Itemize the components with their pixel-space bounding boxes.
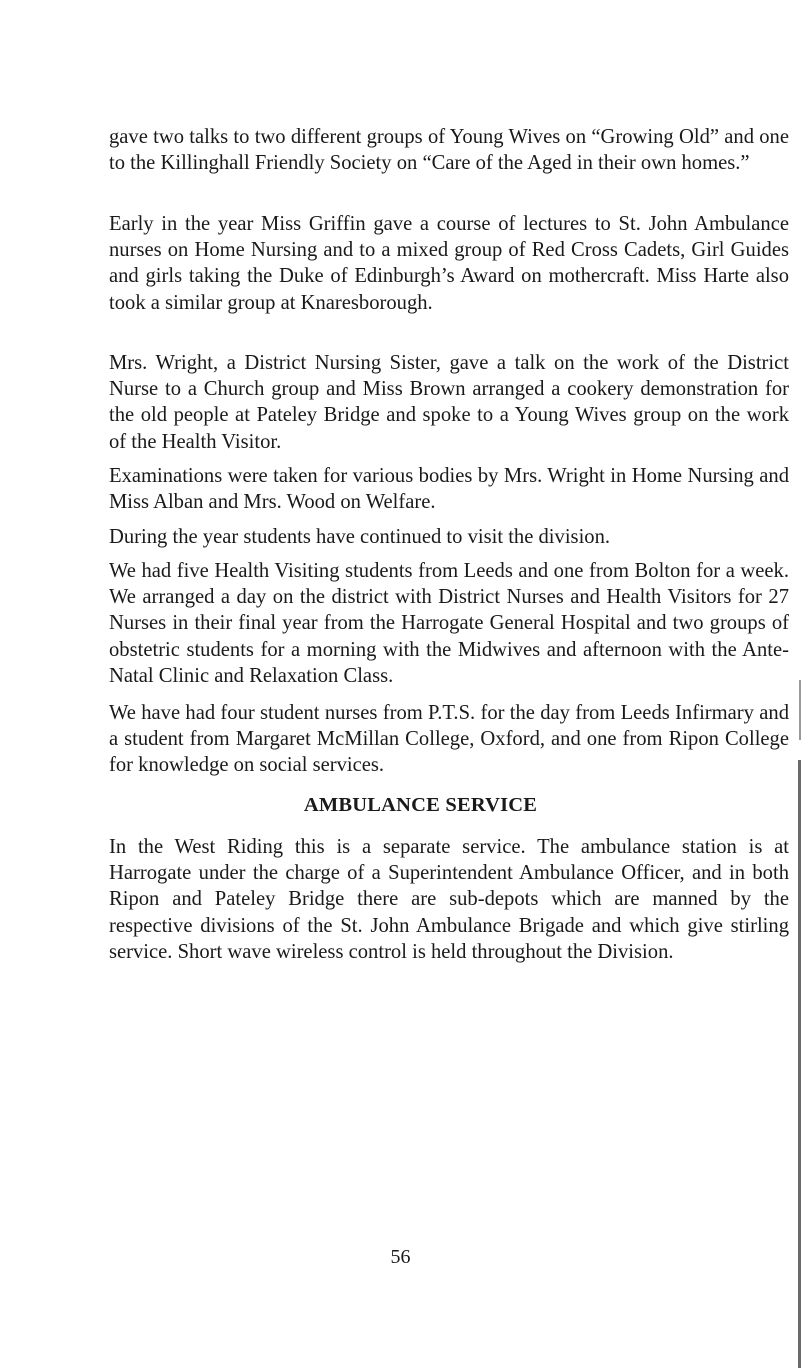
paragraph-6: We had five Health Visiting students from Leeds and one from Bolton for a week. We arranged a day on the district with District Nurses and Health Visitors for 27 Nurses in their final year from the Harrogate General Hospital and two groups of obstetric students for a morning with the Midwives and afternoon with the Ante-Natal Clinic and Relaxation Class. bbox=[109, 560, 789, 687]
paragraph-7: We have had four student nurses from P.T.S. for the day from Leeds Infirmary and a student from Margaret McMillan College, Oxford, and one from Ripon College for knowledge on social services. bbox=[109, 702, 789, 777]
paragraph-district-nurse bbox=[109, 350, 789, 455]
paragraph-1: gave two talks to two different groups of Young Wives on “Growing Old” and one to the Killinghall Friendly Society on “Care of the Aged in their own homes.” bbox=[109, 126, 789, 175]
paragraph-talks bbox=[109, 124, 789, 176]
paragraph-students-visit bbox=[109, 524, 789, 550]
paragraph-examinations bbox=[109, 463, 789, 515]
paragraph-4: Examinations were taken for various bodies by Mrs. Wright in Home Nursing and Miss Alban and Mrs. Wood on Welfare. bbox=[109, 465, 789, 514]
paragraph-health-visiting bbox=[109, 558, 789, 689]
paragraph-3: Mrs. Wright, a District Nursing Sister, gave a talk on the work of the District Nurse to a Church group and Miss Brown arranged a cookery demonstration for the old people at Pateley Bridge and spoke to a Young Wives group on the work of the Health Visitor. bbox=[109, 352, 789, 453]
paragraph-ambulance-service bbox=[109, 834, 789, 965]
paragraph-2: Early in the year Miss Griffin gave a course of lectures to St. John Ambulance nurses on Home Nursing and to a mixed group of Red Cross Cadets, Girl Guides and girls taking the Duke of Edinburgh’s Award on mothercraft. Miss Harte also took a similar group at Knaresborough. bbox=[109, 213, 789, 314]
paragraph-8: In the West Riding this is a separate service. The ambulance station is at Harrogate under the charge of a Superintendent Ambulance Officer, and in both Ripon and Pateley Bridge there are sub-depots which are manned by the respective divisions of the St. John Ambulance Brigade and which give stirling service. Short wave wireless control is held throughout the Division. bbox=[109, 836, 789, 963]
paragraph-5: During the year students have continued to visit the division. bbox=[109, 526, 611, 548]
page-number: 56 bbox=[390, 1246, 411, 1268]
paragraph-student-nurses bbox=[109, 700, 789, 779]
section-heading-ambulance: AMBULANCE SERVICE bbox=[303, 794, 538, 816]
paragraph-lectures bbox=[109, 211, 789, 316]
